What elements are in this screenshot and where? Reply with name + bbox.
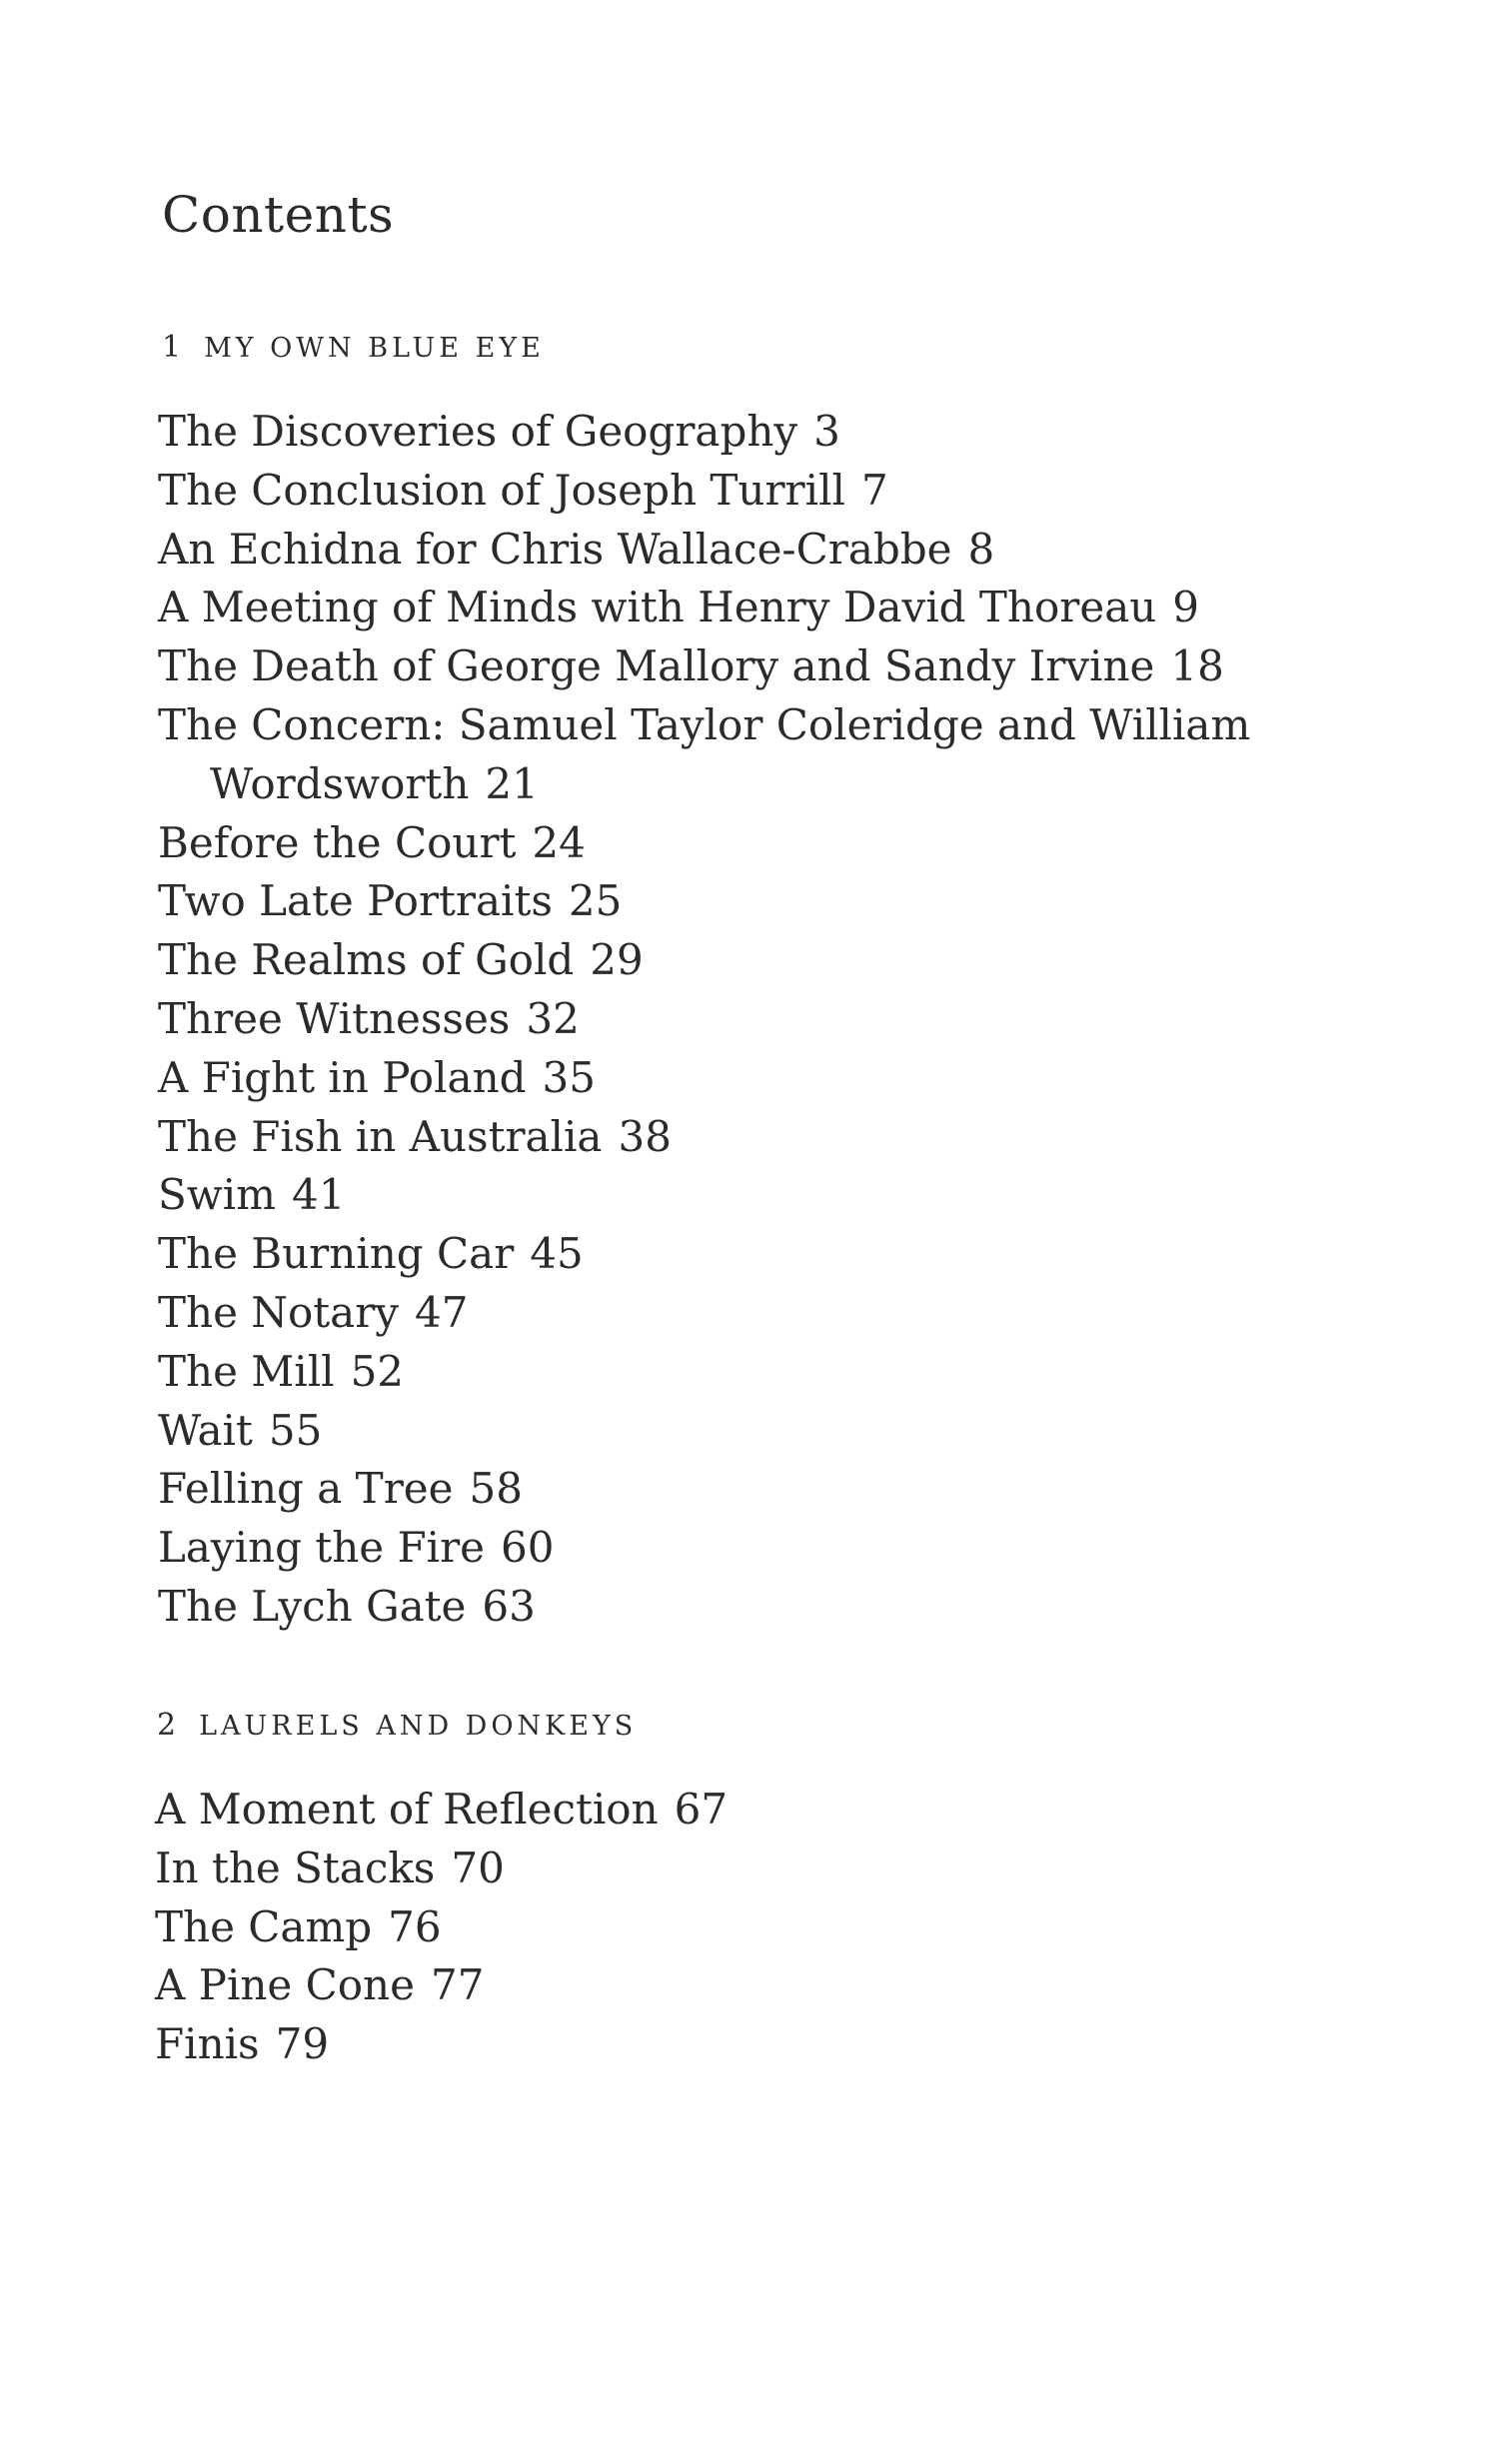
entry-title: In the Stacks — [155, 1843, 436, 1892]
entry-title: Finis — [155, 2019, 260, 2069]
toc-entry — [155, 1898, 728, 1957]
entry-page-number: 8 — [967, 524, 995, 574]
toc-entry — [158, 1402, 1250, 1461]
entry-page-number: 76 — [388, 1901, 442, 1951]
section-number: 1 — [162, 330, 185, 365]
entry-title: The Concern: Samuel Taylor Coleridge and William — [158, 699, 1251, 749]
entry-title: Two Late Portraits — [158, 876, 553, 926]
entry-title: The Fish in Australia — [158, 1111, 603, 1161]
toc-entry — [158, 1578, 1250, 1637]
page-title: Contents — [162, 186, 395, 244]
toc-entry — [155, 1781, 728, 1840]
entry-page-number: 21 — [485, 758, 539, 808]
entry-page-number: 35 — [542, 1052, 596, 1102]
entry-title: Wait — [158, 1405, 253, 1455]
toc-entry — [158, 1519, 1250, 1578]
entry-title: A Meeting of Minds with Henry David Thoreau — [158, 583, 1157, 632]
toc-entry — [155, 1956, 728, 2015]
entry-title: Felling a Tree — [158, 1464, 454, 1514]
entry-page-number: 29 — [590, 935, 644, 985]
entry-title: A Moment of Reflection — [155, 1785, 659, 1834]
entry-page-number: 52 — [350, 1346, 405, 1396]
entry-page-number: 32 — [526, 993, 580, 1043]
entry-page-number: 55 — [268, 1405, 323, 1455]
entry-title: Swim — [158, 1170, 276, 1220]
entry-page-number: 41 — [291, 1170, 346, 1220]
entry-page-number: 38 — [618, 1111, 672, 1161]
entry-page-number: 9 — [1172, 583, 1200, 632]
entry-title: The Death of George Mallory and Sandy Irvine — [158, 641, 1155, 691]
toc-entry — [158, 931, 1250, 990]
entry-title: The Camp — [155, 1901, 373, 1951]
entry-title: The Conclusion of Joseph Turrill — [158, 465, 845, 515]
entry-page-number: 18 — [1170, 641, 1224, 691]
entry-title-continued-text: Wordsworth — [210, 758, 470, 808]
toc-entry — [158, 1284, 1250, 1343]
toc-entry — [158, 462, 1250, 521]
entry-title: Laying the Fire — [158, 1523, 486, 1573]
section-number: 2 — [157, 1708, 180, 1743]
entry-title: The Realms of Gold — [158, 935, 575, 985]
entry-page-number: 67 — [674, 1785, 729, 1834]
toc-entry — [158, 521, 1250, 580]
toc-entry — [158, 1225, 1250, 1284]
entry-page-number: 70 — [451, 1843, 505, 1892]
entry-title: Before the Court — [158, 817, 517, 867]
toc-entry — [158, 1049, 1250, 1108]
toc-entry — [158, 1343, 1250, 1402]
entry-page-number: 45 — [530, 1229, 584, 1279]
toc-entry — [158, 990, 1250, 1049]
entry-page-number: 60 — [501, 1523, 555, 1573]
entry-title: An Echidna for Chris Wallace-Crabbe — [158, 524, 952, 574]
toc-entry — [158, 814, 1250, 873]
toc-entry — [158, 696, 1250, 814]
toc-entry — [158, 1460, 1250, 1519]
toc-entry — [158, 579, 1250, 637]
entry-title: The Notary — [158, 1287, 400, 1337]
toc-entry — [155, 1840, 728, 1898]
entry-page-number: 24 — [532, 817, 586, 867]
section-entries — [158, 403, 1250, 1637]
entry-page-number: 47 — [415, 1287, 469, 1337]
entry-page-number: 25 — [568, 876, 623, 926]
section-name: MY OWN BLUE EYE — [204, 333, 545, 364]
toc-entry — [158, 637, 1250, 696]
entry-title: The Mill — [158, 1346, 335, 1396]
entry-title: Three Witnesses — [158, 993, 511, 1043]
entry-page-number: 63 — [482, 1581, 536, 1631]
entry-page-number: 77 — [430, 1960, 485, 2010]
toc-entry — [158, 872, 1250, 931]
section-entries — [155, 1781, 728, 2074]
entry-page-number: 7 — [860, 465, 888, 515]
toc-entry — [158, 403, 1250, 462]
section-name: LAURELS AND DONKEYS — [199, 1711, 638, 1742]
entry-title: The Burning Car — [158, 1229, 515, 1279]
entry-page-number: 79 — [275, 2019, 330, 2069]
entry-page-number: 58 — [469, 1464, 523, 1514]
entry-title: The Discoveries of Geography — [158, 407, 798, 456]
section-heading — [157, 1708, 638, 1743]
entry-title-continued — [158, 755, 1250, 814]
entry-title: A Fight in Poland — [158, 1052, 527, 1102]
entry-title: The Lych Gate — [158, 1581, 467, 1631]
toc-entry — [155, 2015, 728, 2074]
toc-entry — [158, 1166, 1250, 1225]
entry-title: A Pine Cone — [155, 1960, 415, 2010]
toc-entry — [158, 1108, 1250, 1167]
section-heading — [162, 330, 545, 365]
entry-page-number: 3 — [813, 407, 840, 456]
